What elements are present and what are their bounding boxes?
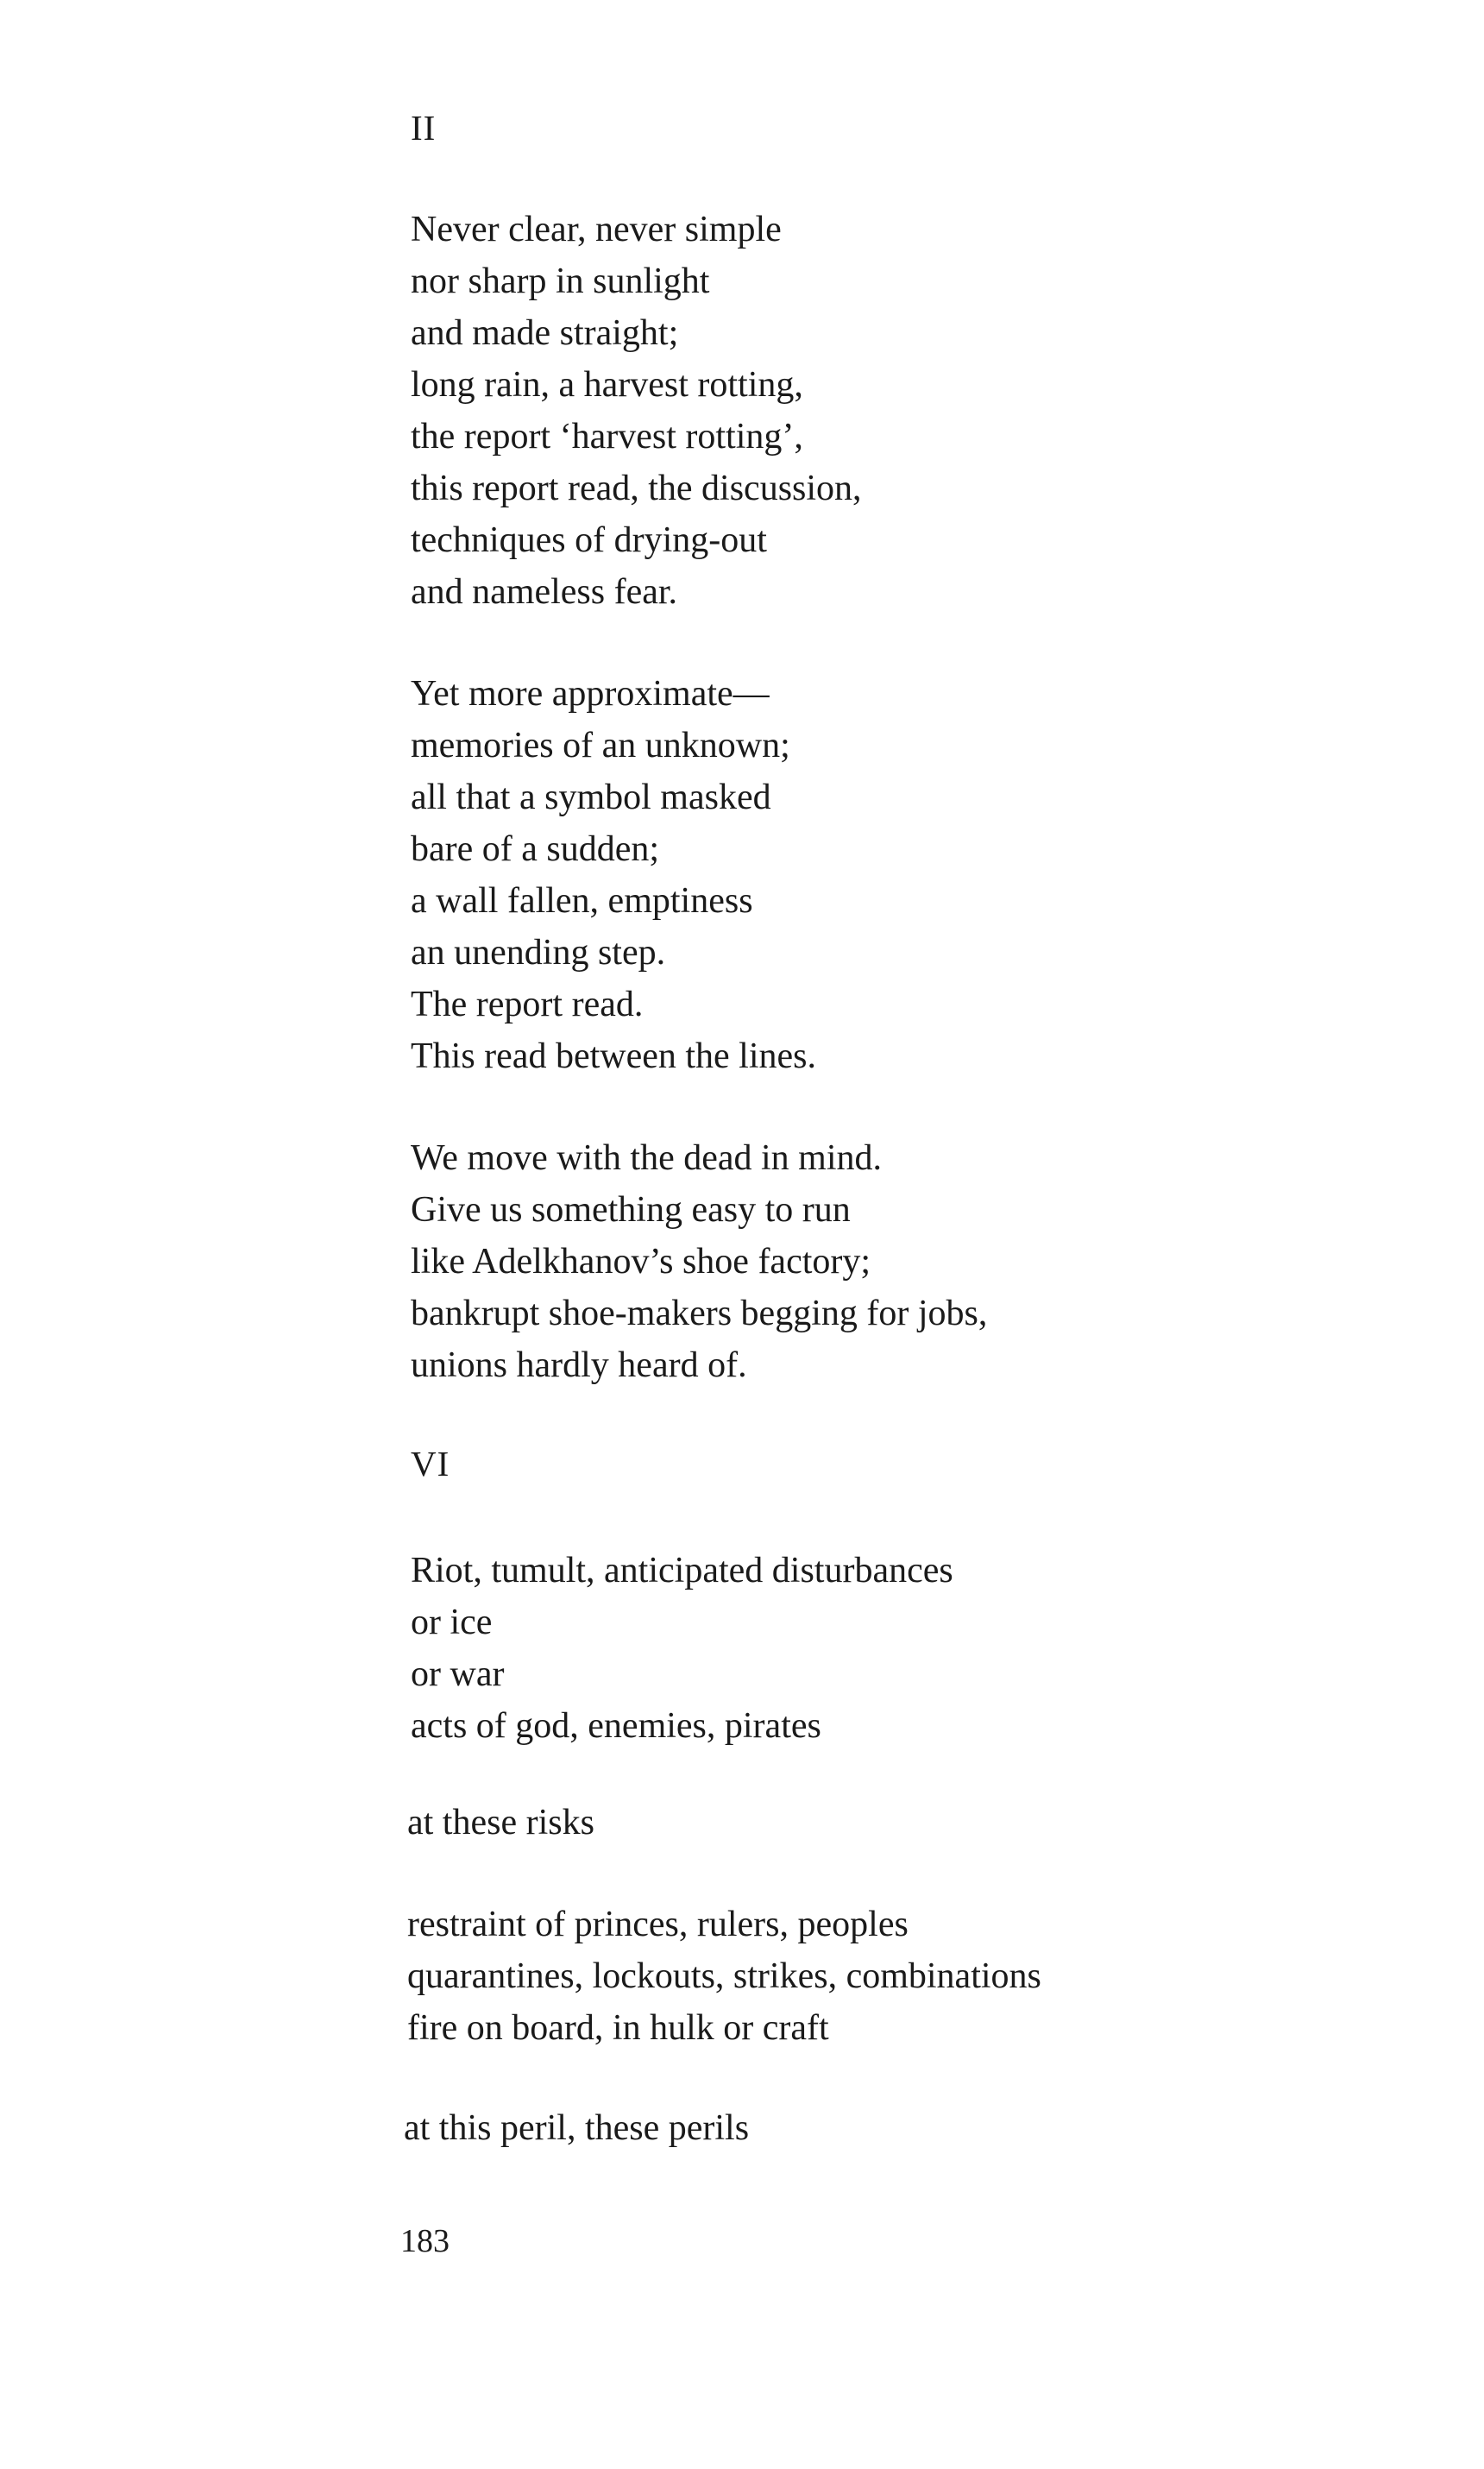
poem-line: acts of god, enemies, pirates: [411, 1706, 821, 1746]
poem-line: bankrupt shoe-makers begging for jobs,: [411, 1294, 988, 1333]
poem-line: a wall fallen, emptiness: [411, 881, 753, 921]
poem-line: Give us something easy to run: [411, 1190, 851, 1230]
poem-line: bare of a sudden;: [411, 829, 660, 869]
section-heading-ii: II: [411, 108, 437, 148]
poem-line: fire on board, in hulk or craft: [407, 2008, 829, 2048]
poem-line: unions hardly heard of.: [411, 1345, 747, 1385]
section-heading-vi: VI: [411, 1444, 450, 1483]
poem-line: The report read.: [411, 985, 644, 1024]
poem-line: We move with the dead in mind.: [411, 1138, 882, 1178]
poem-line: at these risks: [407, 1803, 594, 1842]
poem-line: This read between the lines.: [411, 1036, 816, 1076]
poem-line: techniques of drying-out: [411, 520, 767, 560]
poem-line: the report ‘harvest rotting’,: [411, 417, 803, 457]
poem-line: at this peril, these perils: [404, 2108, 750, 2148]
poem-line: memories of an unknown;: [411, 726, 790, 765]
poem-line: an unending step.: [411, 933, 666, 973]
stanza-1: [411, 204, 862, 618]
poem-line: restraint of princes, rulers, peoples: [407, 1905, 909, 1944]
poem-line: or ice: [411, 1603, 493, 1642]
stanza-2: [411, 668, 816, 1082]
poem-line: nor sharp in sunlight: [411, 261, 710, 301]
poem-line: this report read, the discussion,: [411, 469, 862, 508]
poem-line: long rain, a harvest rotting,: [411, 365, 803, 405]
stanza-4: [411, 1545, 953, 1752]
poem-line: Riot, tumult, anticipated disturbances: [411, 1551, 953, 1590]
poem-line: Yet more approximate—: [411, 674, 770, 714]
poem-line: all that a symbol masked: [411, 778, 771, 817]
poem-line: like Adelkhanov’s shoe factory;: [411, 1242, 871, 1282]
stanza-6: [407, 1899, 1041, 2054]
poem-line: quarantines, lockouts, strikes, combinations: [407, 1956, 1041, 1996]
page-number: 183: [400, 2223, 450, 2259]
poem-line: Never clear, never simple: [411, 210, 782, 249]
poem-line: and made straight;: [411, 313, 679, 353]
poem-line: or war: [411, 1654, 505, 1694]
poem-line: and nameless fear.: [411, 572, 678, 612]
stanza-3: [411, 1132, 987, 1391]
